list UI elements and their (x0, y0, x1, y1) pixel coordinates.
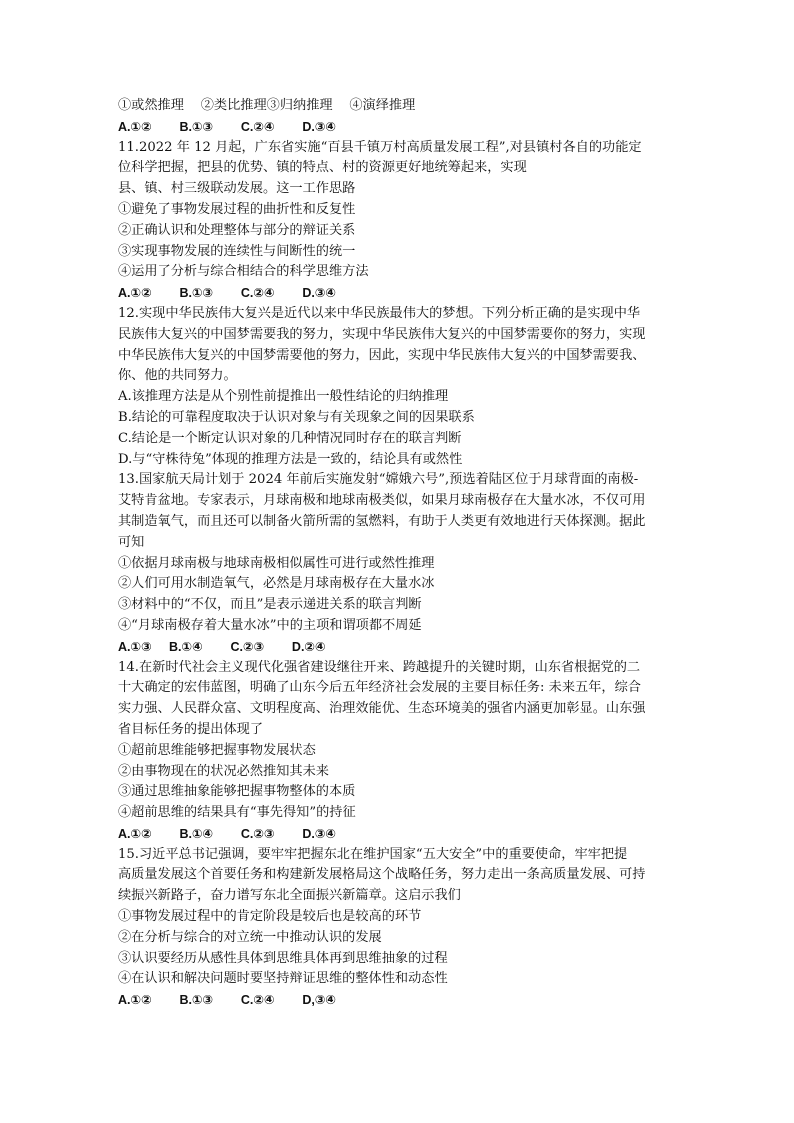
text-line: 你、他的共同努力。 (118, 368, 237, 384)
choice-item: ②在分析与综合的对立统一中推动认识的发展 (118, 929, 382, 945)
answer-options: A.①③ B.①④ C.②③ D.②④ (118, 639, 326, 654)
question-13-stem: 13.国家航天局计划于 2024 年前后实施发射“嫦娥六号”,预选着陆区位于月球背面的南极- (118, 472, 639, 488)
text-line: 续振兴新路子，奋力谱写东北全面振兴新篇章。这启示我们 (118, 888, 461, 904)
answer-options: A.①② B.①③ C.②④ D.③④ (118, 286, 337, 301)
choice-item: ②由事物现在的状况必然推知其未来 (118, 763, 329, 779)
question-15-stem: 15.习近平总书记强调，要牢牢把握东北在维护国家“五大安全”中的重要使命，牢牢把提 (118, 846, 628, 862)
text-line: 省目标任务的提出体现了 (118, 721, 264, 737)
answer-options: A.①② B.①③ C.②④ D,③④ (118, 993, 337, 1008)
choice-item: ①超前思维能够把握事物发展状态 (118, 742, 316, 758)
choice-item: ④超前思维的结果具有“事先得知”的持征 (118, 805, 356, 821)
choice-item: A.该推理方法是从个别性前提推出一般性结论的归纳推理 (118, 389, 449, 405)
choice-item: ④“月球南极存着大量水冰”中的主项和谓项都不周延 (118, 617, 422, 633)
text-line: ①或然推理 ②类比推理③归纳推理 ④演绎推理 (118, 98, 416, 113)
choice-item: ②人们可用水制造氧气，必然是月球南极存在大量水冰 (118, 576, 435, 592)
text-line: 其制造氧气，而且还可以制备火箭所需的氢燃料，有助于人类更有效地进行天体探测。据此 (118, 513, 646, 529)
choice-item: ③实现事物发展的连续性与间断性的统一 (118, 243, 356, 259)
answer-options: A.①② B.①④ C.②③ D.③④ (118, 826, 337, 841)
question-11-stem: 11.2022 年 12 月起，广东省实施“百县千镇万村高质量发展工程”,对县镇村各自的功能定 (118, 139, 642, 155)
question-14-stem: 14.在新时代社会主义现代化强省建设继往开来、跨越提升的关键时期，山东省根据党的二 (118, 659, 641, 675)
choice-item: ③认识要经历从感性具体到思维具体再到思维抽象的过程 (118, 950, 448, 966)
choice-item: ③材料中的“不仅，而且”是表示递进关系的联言判断 (118, 597, 422, 613)
answer-options: A.①② B.①③ C.②④ D.③④ (118, 119, 337, 134)
choice-item: ④运用了分析与综合相结合的科学思维方法 (118, 264, 369, 280)
choice-item: ③通过思维抽象能够把握事物整体的本质 (118, 784, 356, 800)
text-line: 实力强、人民群众富、文明程度高、治理效能优、生态环境美的强省内涵更加彰显。山东强 (118, 701, 646, 717)
choice-item: ①避免了事物发展过程的曲折性和反复性 (118, 201, 356, 217)
text-line: 位科学把握，把县的优势、镇的特点、村的资源更好地统筹起来，实现 (118, 160, 527, 176)
text-line: 艾特肯盆地。专家表示，月球南极和地球南极类似，如果月球南极存在大量水冰，不仅可用 (118, 493, 646, 509)
choice-item: ④在认识和解决问题时要坚持辩证思维的整体性和动态性 (118, 971, 448, 987)
choice-item: ②正确认识和处理整体与部分的辩证关系 (118, 222, 356, 238)
question-12-stem: 12.实现中华民族伟大复兴是近代以来中华民族最伟大的梦想。下列分析正确的是实现中华 (118, 305, 641, 321)
choice-item: C.结论是一个断定认识对象的几种情况同时存在的联言判断 (118, 430, 462, 446)
text-line: 县、镇、村三级联动发展。这一工作思路 (118, 181, 356, 197)
choice-item: ①依据月球南极与地球南极相似属性可进行或然性推理 (118, 555, 435, 571)
choice-item: D.与“守株待兔”体现的推理方法是一致的，结论具有或然性 (118, 451, 463, 467)
text-line: 中华民族伟大复兴的中国梦需要他的努力，因此，实现中华民族伟大复兴的中国梦需要我、 (118, 347, 646, 363)
choice-item: B.结论的可靠程度取决于认识对象与有关现象之间的因果联系 (118, 409, 475, 425)
text-line: 十大确定的宏伟蓝图，明确了山东今后五年经济社会发展的主要目标任务: 未来五年，综合 (118, 680, 641, 696)
text-line: 民族伟大复兴的中国梦需要我的努力，实现中华民族伟大复兴的中国梦需要你的努力，实现 (118, 326, 646, 342)
exam-page (118, 96, 688, 1011)
choice-item: ①事物发展过程中的肯定阶段是较后也是较高的环节 (118, 909, 422, 925)
text-line: 可知 (118, 534, 145, 550)
text-line: 高质量发展这个首要任务和构建新发展格局这个战略任务，努力走出一条高质量发展、可持 (118, 867, 646, 883)
